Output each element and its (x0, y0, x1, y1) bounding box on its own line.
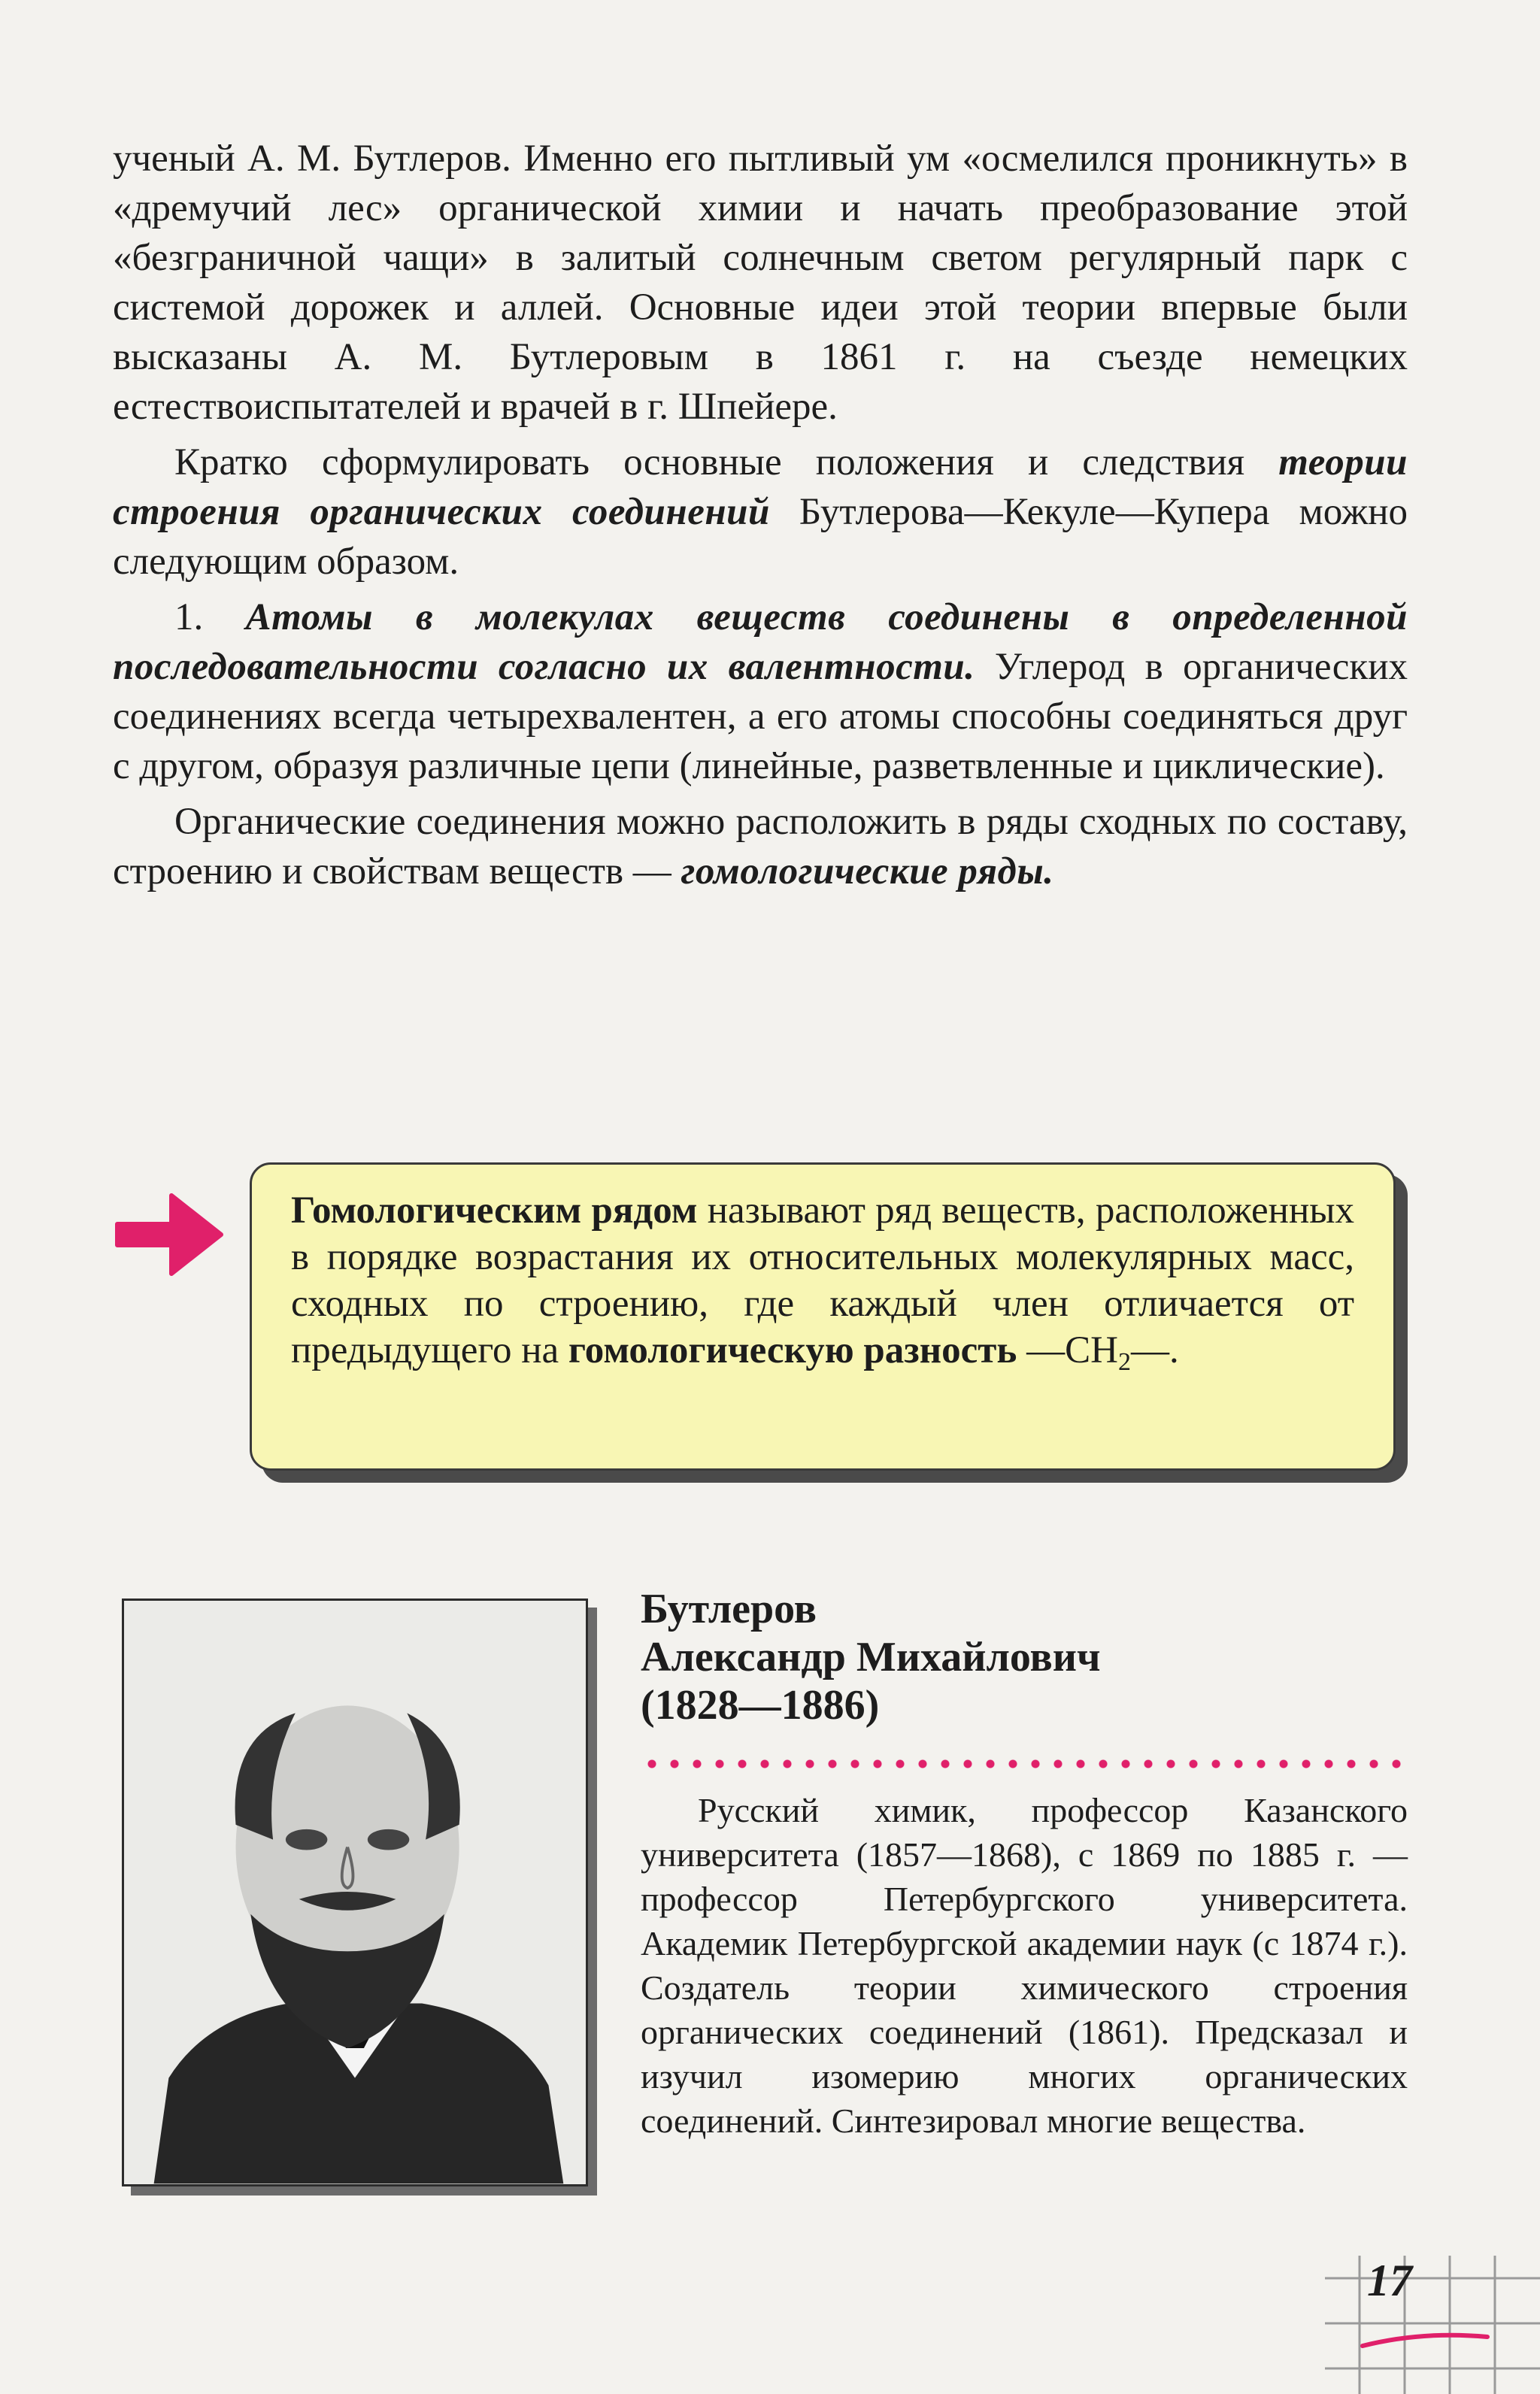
paragraph-1 (113, 134, 1408, 432)
biography-years: (1828—1886) (641, 1682, 880, 1729)
biography-text (641, 1788, 1408, 2143)
biography-surname: Бутлеров (641, 1586, 817, 1632)
portrait-drawing (124, 1601, 586, 2184)
formula-subscript: 2 (1117, 1348, 1131, 1376)
page-corner-grid (1317, 2248, 1540, 2394)
dotted-divider (641, 1756, 1408, 1771)
right-arrow-icon (113, 1186, 226, 1283)
paragraph-4 (113, 797, 1408, 896)
theory-term: теории строения органических соединений (113, 441, 1408, 533)
formula-suffix: —. (1130, 1329, 1179, 1371)
paragraph-4-start: Органические соединения можно расположить в ряды сходных по составу, строению и свойствам веществ — (113, 801, 1408, 892)
page-number: 17 (1367, 2256, 1412, 2305)
main-text (113, 134, 1408, 902)
definition-text: называют ряд веществ, расположенных в порядке возрастания их относительных молекулярных масс, сходных по строению, где каждый член отличается от предыдущего на (291, 1189, 1355, 1371)
definition-box (250, 1162, 1396, 1471)
formula-prefix: —CH (1017, 1329, 1118, 1371)
paragraph-3-end: Углерод в органических соединениях всегда четырехвалентен, а его атомы способны соединяться друг с другом, образуя различные цепи (линейные, разветвленные и циклические). (113, 646, 1408, 787)
homologous-difference-term: гомологическую разность (568, 1329, 1017, 1371)
paragraph-1-text: ученый А. М. Бутлеров. Именно его пытливый ум «осмелился проникнуть» в «дремучий лес» органической химии и начать преобразование этой «безграничной чащи» в залитый солнечным светом регулярный парк с системой дорожек и аллей. Основные идеи этой теории впервые были высказаны А. М. Бутлеровым в 1861 г. на съезде немецких естествоиспытателей и врачей в г. Шпейере. (113, 138, 1408, 428)
point-statement: Атомы в молекулах веществ соединены в определенной последовательности согласно их валентности. (113, 596, 1408, 688)
portrait-image (122, 1599, 588, 2186)
biography-name: Александр Михайлович (641, 1634, 1101, 1680)
paragraph-2 (113, 438, 1408, 586)
biography-heading (641, 1585, 1408, 1729)
paragraph-2-start: Кратко сформулировать основные положения и следствия (174, 441, 1279, 483)
paragraph-3 (113, 592, 1408, 791)
paragraph-2-end: Бутлерова—Кекуле—Купера можно следующим образом. (113, 491, 1408, 583)
point-number: 1. (174, 596, 246, 638)
homologous-series-term: гомологические ряды. (681, 850, 1054, 892)
biography-paragraph: Русский химик, профессор Казанского университета (1857—1868), с 1869 по 1885 г. — профессор Петербургского университета. Академик Петербургской академии наук (с 1874 г.). Создатель теории химического строения органических соединений (1861). Предсказал и изучил изомерию многих органических соединений. Синтезировал многие вещества. (641, 1791, 1408, 2140)
definition-term: Гомологическим рядом (291, 1189, 698, 1232)
